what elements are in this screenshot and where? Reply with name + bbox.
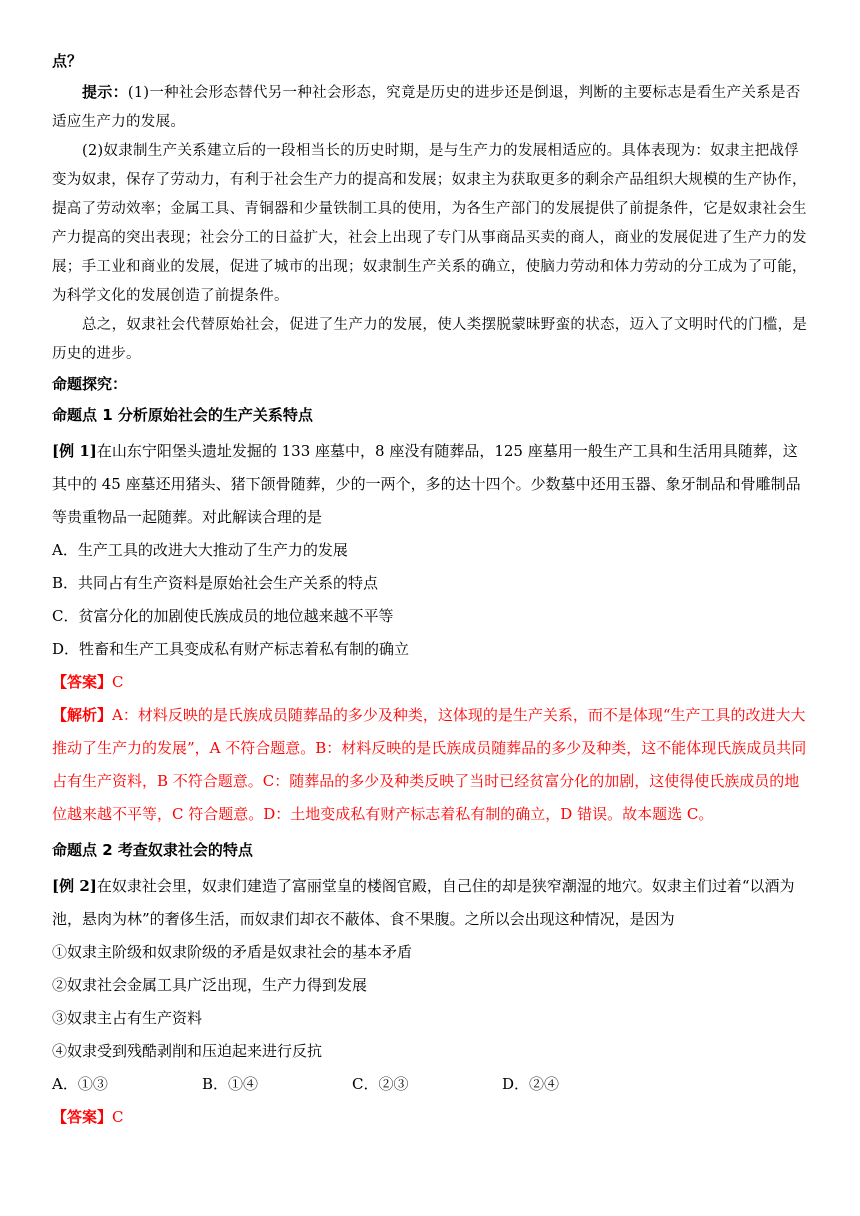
hint-label: 提示：	[82, 83, 128, 101]
example1-option-a: A．生产工具的改进大大推动了生产力的发展	[52, 541, 348, 559]
top-fragment: 点？	[52, 52, 83, 70]
example1-answer	[52, 666, 812, 699]
example2-question	[52, 870, 812, 936]
example1-analysis	[52, 699, 812, 831]
document-page	[52, 46, 812, 1134]
hint-text-1: (1)一种社会形态替代另一种社会形态，究竟是历史的进步还是倒退，判断的主要标志是看生产关系是否适应生产力的发展。	[52, 85, 801, 130]
example1-label: [例 1]	[52, 442, 97, 460]
example2-option-b: B．①④	[202, 1075, 259, 1093]
example1-option-b: B．共同占有生产资料是原始社会生产关系的特点	[52, 574, 379, 592]
analysis-tag: 【解析】	[52, 706, 113, 724]
example1-option-d: D．牲畜和生产工具变成私有财产标志着私有制的确立	[52, 640, 410, 658]
analysis-text: A：材料反映的是氏族成员随葬品的多少及种类，这体现的是生产关系，而不是体现“生产工具的改进大大推动了生产力的发展”，A 不符合题意。B：材料反映的是氏族成员随葬品的多少及种类，这不能体现氏族成员共同占有生产资料，B 不符合题意。C：随葬品的多少及种类反映了当时已经贫富分化的加剧，这使得使氏族成员的地位越来越不平等，C 符合题意。D：土地变成私有财产标志着私有制的确立，D 错误。故本题选 C。	[52, 706, 807, 823]
answer-tag: 【答案】	[52, 673, 113, 691]
example1-question	[52, 435, 812, 534]
example2-options	[52, 1068, 812, 1101]
example1-text: 在山东宁阳堡头遗址发掘的 133 座墓中，8 座没有随葬品，125 座墓用一般生产工具和生活用具随葬，这其中的 45 座墓还用猪头、猪下颌骨随葬，少的一两个，多的达十四个。少数墓中还用玉器、象牙制品和骨雕制品等贵重物品一起随葬。对此解读合理的是	[52, 442, 801, 526]
answer-value: C	[112, 673, 124, 691]
example2-option-a: A．①③	[52, 1075, 108, 1093]
example2-statement-4: ④奴隶受到残酷剥削和压迫起来进行反抗	[52, 1042, 323, 1060]
example2-statement-1: ①奴隶主阶级和奴隶阶级的矛盾是奴隶社会的基本矛盾	[52, 943, 413, 961]
section-title: 命题探究：	[52, 375, 128, 393]
hint-paragraph-2: (2)奴隶制生产关系建立后的一段相当长的历史时期，是与生产力的发展相适应的。具体表现为：奴隶主把战俘变为奴隶，保存了劳动力，有利于社会生产力的提高和发展；奴隶主为获取更多的剩余产品组织大规模的生产协作，提高了劳动效率；金属工具、青铜器和少量铁制工具的使用，为各生产部门的发展提供了前提条件，它是奴隶社会生产力提高的突出表现；社会分工的日益扩大，社会上出现了专门从事商品买卖的商人，商业的发展促进了生产力的发展；手工业和商业的发展，促进了城市的出现；奴隶制生产关系的确立，使脑力劳动和体力劳动的分工成为了可能，为科学文化的发展创造了前提条件。	[52, 143, 807, 304]
example2-statement-2: ②奴隶社会金属工具广泛出现，生产力得到发展	[52, 976, 368, 994]
point2-title: 命题点 2 考查奴隶社会的特点	[52, 841, 253, 859]
hint-paragraph-1	[52, 77, 812, 137]
example2-option-c: C．②③	[352, 1075, 409, 1093]
answer-tag: 【答案】	[52, 1108, 113, 1126]
hint-paragraph-3: 总之，奴隶社会代替原始社会，促进了生产力的发展，使人类摆脱蒙昧野蛮的状态，迈入了文明时代的门槛，是历史的进步。	[52, 317, 808, 362]
answer-value: C	[112, 1108, 124, 1126]
example2-label: [例 2]	[52, 877, 97, 895]
example2-answer	[52, 1101, 812, 1134]
point1-title: 命题点 1 分析原始社会的生产关系特点	[52, 406, 313, 424]
example2-option-d: D．②④	[502, 1075, 560, 1093]
example1-option-c: C．贫富分化的加剧使氏族成员的地位越来越不平等	[52, 607, 394, 625]
example2-statement-3: ③奴隶主占有生产资料	[52, 1009, 203, 1027]
example2-text: 在奴隶社会里，奴隶们建造了富丽堂皇的楼阁官殿，自己住的却是狭窄潮湿的地穴。奴隶主们过着“以酒为池，悬肉为林”的奢侈生活，而奴隶们却衣不蔽体、食不果腹。之所以会出现这种情况，是因为	[52, 877, 795, 928]
